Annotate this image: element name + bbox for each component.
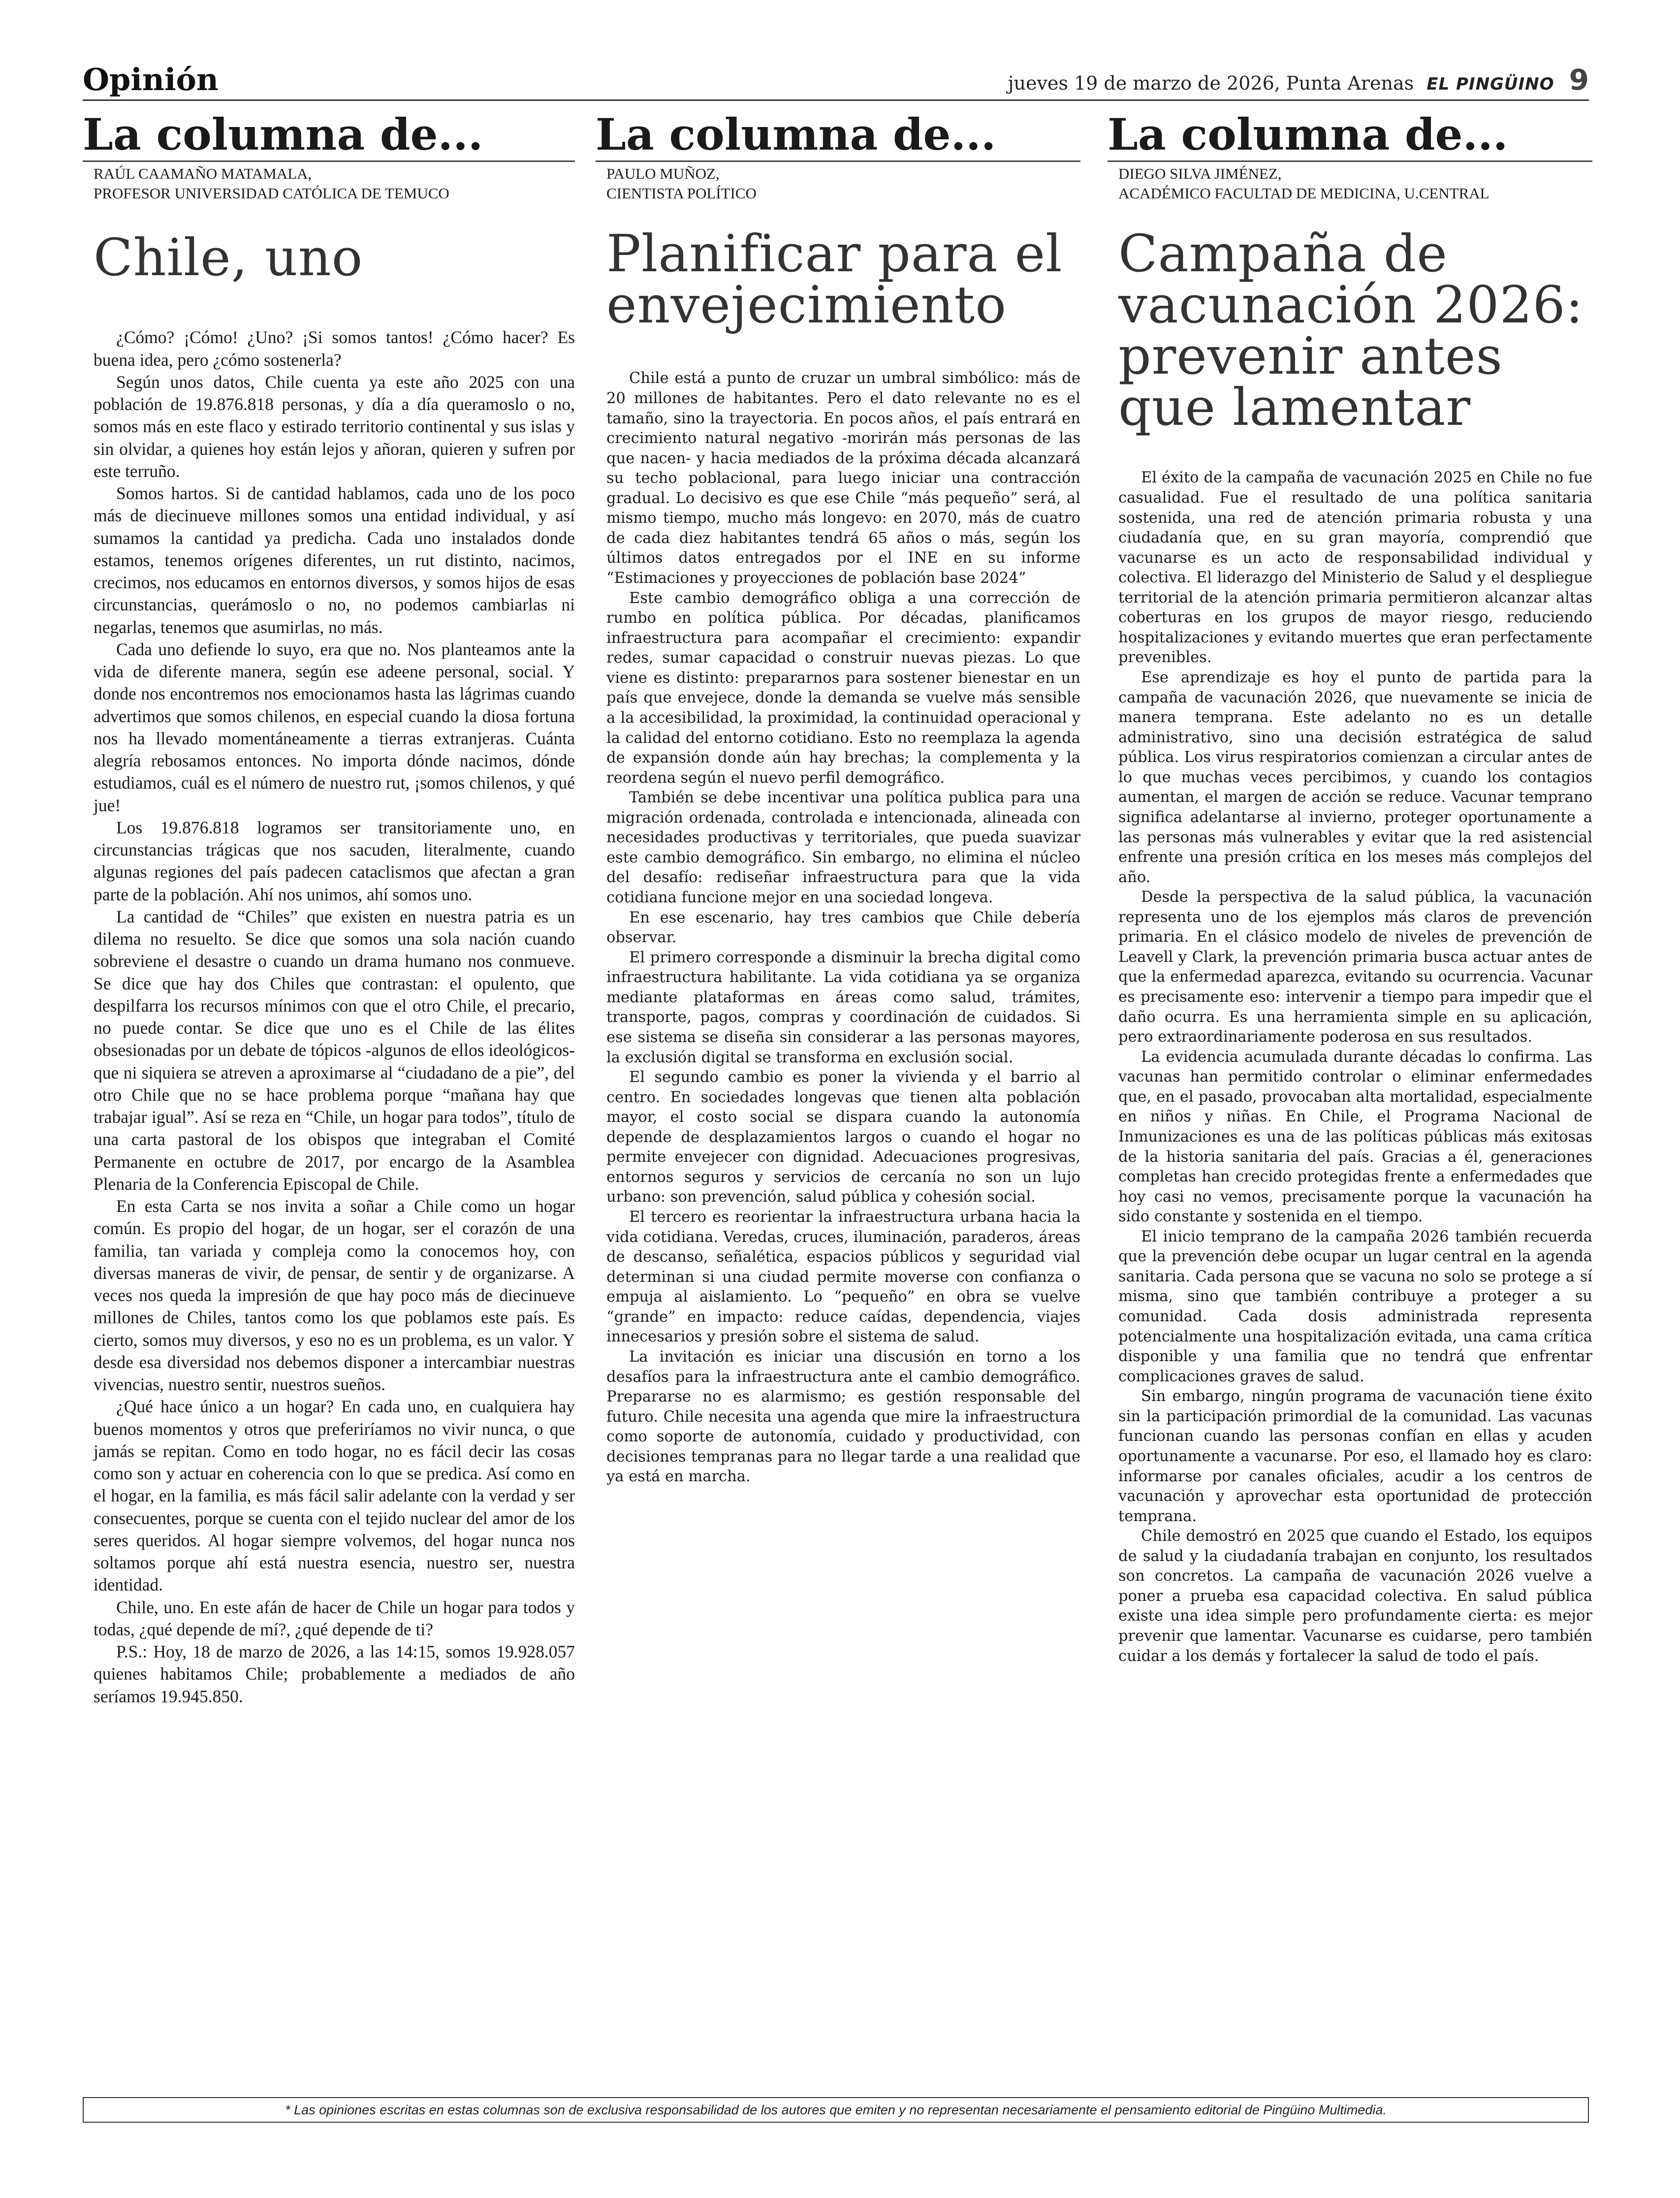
author-byline [83, 164, 575, 204]
paragraph: ¿Cómo? ¡Cómo! ¿Uno? ¡Si somos tantos! ¿Cómo hacer? Es buena idea, pero ¿cómo sostenerla? [94, 327, 575, 370]
author-name: DIEGO SILVA JIMÉNEZ, [1118, 164, 1282, 182]
paragraph: El éxito de la campaña de vacunación 2025 en Chile no fue casualidad. Fue el resultado de una política sanitaria sostenida, una red de atención primaria robusta y una ciudadanía que, en su gran mayoría, comprendió que vacunarse es un acto de responsabilidad individual y colectiva. El liderazgo del Ministerio de Salud y el despliegue territorial de la atención primaria permitieron alcanzar altas coberturas en los grupos de mayor riesgo, reduciendo hospitalizaciones y evitando muertes que eran perfectamente prevenibles. [1118, 469, 1592, 667]
paragraph: Somos hartos. Si de cantidad hablamos, cada uno de los poco más de diecinueve millones somos una entidad individual, y así sumamos la cantidad ya predicha. Cada uno instalados donde estamos, tenemos orígenes diferentes, un rut distinto, nacimos, crecimos, nos educamos en entornos diversos, y somos hijos de esas circunstancias, querámoslo o no, no podemos cambiarlas ni negarlas, tenemos que asumirlas, no más. [94, 483, 575, 637]
paragraph: Según unos datos, Chile cuenta ya este año 2025 con una población de 19.876.818 personas, y día a día queramoslo o no, somos más en este flaco y estirado territorio continental y sus islas y sin olvidar, a quienes hoy están lejos y añoran, quieren y sufren por este terruño. [94, 372, 575, 481]
paragraph: En esta Carta se nos invita a soñar a Chile como un hogar común. Es propio del hogar, de un hogar, ser el corazón de una familia, tan variada y compleja como la conocemos hoy, con diversas maneras de vivir, de pensar, de sentir y de organizarse. A veces nos queda la impresión de que hay poco más de diecinueve millones de Chiles, tantos como los que poblamos este país. Es cierto, somos muy diversos, y eso no es un problema, es un valor. Y desde esa diversidad nos debemos disponer a intercambiar nuestras vivencias, nuestro sentir, nuestros sueños. [94, 1196, 575, 1395]
author-title: ACADÉMICO FACULTAD DE MEDICINA, U.CENTRAL [1118, 185, 1490, 202]
author-byline [1108, 164, 1592, 204]
dateline-block [1008, 63, 1589, 96]
column-caamano [83, 111, 575, 1708]
column-body [596, 369, 1080, 1487]
column-body [1108, 468, 1592, 1666]
column-body [83, 326, 575, 1708]
paragraph: En ese escenario, hay tres cambios que Chile debería observar. [606, 909, 1080, 947]
paragraph: P.S.: Hoy, 18 de marzo de 2026, a las 14:15, somos 19.928.057 quienes habitamos Chile; probablemente a mediados de año seríamos 19.945.850. [94, 1642, 575, 1706]
author-name: RAÚL CAAMAÑO MATAMALA, [94, 164, 312, 182]
column-headline: Chile, uno [94, 227, 363, 288]
column-kicker: La columna de... [83, 111, 575, 162]
column-kicker: La columna de... [1108, 111, 1592, 162]
paragraph: La cantidad de “Chiles” que existen en nuestra patria es un dilema no resuelto. Se dice que somos una sola nación cuando sobreviene el desastre o cuando un drama humano nos conmueve. Se dice que hay dos Chiles que contrastan: el opulento, que despilfarra los recursos mínimos con que el otro Chile, el precario, no puede contar. Se dice que uno es el Chile de las élites obsesionadas por un debate de tópicos -algunos de ellos ideológicos- que ni siquiera se atreven a aproximarse al “ciudadano de a pie”, del otro Chile que no se hace problema porque “mañana hay que trabajar igual”. Así se reza en “Chile, un hogar para todos”, título de una carta pastoral de los obispos que integraban el Comité Permanente en octubre de 2017, por encargo de la Asamblea Plenaria de la Conferencia Episcopal de Chile. [94, 906, 575, 1194]
paragraph: Sin embargo, ningún programa de vacunación tiene éxito sin la participación primordial de la comunidad. Las vacunas funcionan cuando las personas confían en ellas y acuden oportunamente a vacunarse. Por eso, el llamado hoy es claro: informarse por canales oficiales, acudir a los centros de vacunación y aprovechar esta oportunidad de protección temprana. [1118, 1388, 1592, 1525]
newspaper-brand: EL PINGÜINO [1426, 74, 1554, 94]
column-silva [1108, 111, 1592, 1666]
paragraph: Ese aprendizaje es hoy el punto de partida para la campaña de vacunación 2026, que nuevamente se inicia de manera temprana. Este adelanto no es un detalle administrativo, sino una decisión estratégica de salud pública. Los virus respiratorios comienzan a circular antes de lo que muchas veces percibimos, y cuando los contagios aumentan, el margen de acción se reduce. Vacunar temprano significa adelantarse al invierno, proteger oportunamente a las personas más vulnerables y evitar que la red asistencial enfrente una presión crítica en los meses más complejos del año. [1118, 669, 1592, 886]
column-kicker: La columna de... [596, 111, 1080, 162]
paragraph: El segundo cambio es poner la vivienda y el barrio al centro. En sociedades longevas que tienen alta población mayor, el costo social se dispara cuando la autonomía depende de desplazamientos largos o cuando el hogar no permite envejecer con dignidad. Adecuaciones progresivas, entornos seguros y servicios de cercanía no son un lujo urbano: son prevención, salud pública y cohesión social. [606, 1069, 1080, 1206]
column-munoz [596, 111, 1080, 1487]
paragraph: La invitación es iniciar una discusión en torno a los desafíos para la infraestructura ante el cambio demográfico. Prepararse no es alarmismo; es gestión responsable del futuro. Chile necesita una agenda que mire la infraestructura como soporte de autonomía, cuidado y productividad, con decisiones tempranas para no llegar tarde a una realidad que ya está en marcha. [606, 1348, 1080, 1486]
page-header [83, 59, 1589, 101]
paragraph: También se debe incentivar una política publica para una migración ordenada, controlada e intencionada, alineada con necesidades productivas y territoriales, que pueda suavizar este cambio demográfico. Sin embargo, no elimina el núcleo del desafío: rediseñar infraestructura para que la vida cotidiana funcione mejor en una sociedad longeva. [606, 789, 1080, 907]
dateline: jueves 19 de marzo de 2026, Punta Arenas [1008, 72, 1414, 94]
paragraph: Los 19.876.818 logramos ser transitoriamente uno, en circunstancias trágicas que nos sacuden, literalmente, cuando algunas regiones del país padecen cataclismos que afectan a gran parte de la población. Ahí nos unimos, ahí somos uno. [94, 817, 575, 904]
paragraph: Este cambio demográfico obliga a una corrección de rumbo en política pública. Por décadas, planificamos infraestructura para acompañar el crecimiento: expandir redes, sumar capacidad o construir nuevas piezas. Lo que viene es distinto: prepararnos para sostener bienestar en un país que envejece, donde la demanda se vuelve más sensible a la accesibilidad, la proximidad, la continuidad operacional y la calidad del entorno cotidiano. Esto no reemplaza la agenda de expansión donde aún hay brechas; la complementa y la reordena según el nuevo perfil demográfico. [606, 589, 1080, 787]
column-headline: Planificar para el envejecimiento [606, 223, 1063, 335]
paragraph: Chile está a punto de cruzar un umbral simbólico: más de 20 millones de habitantes. Pero el dato relevante no es el tamaño, sino la trayectoria. En pocos años, el país entrará en crecimiento natural negativo -morirán más personas de las que nacen- y hacia mediados de la próxima década alcanzará su techo poblacional, para luego iniciar una contracción gradual. Lo decisivo es que ese Chile “más pequeño” será, al mismo tiempo, mucho más longevo: en 2070, más de cuatro de cada diez habitantes tendrá 65 años o más, según los últimos datos entregados por el INE en su informe “Estimaciones y proyecciones de población base 2024” [606, 370, 1080, 587]
paragraph: Cada uno defiende lo suyo, era que no. Nos planteamos ante la vida de diferente manera, según ese adeene personal, social. Y donde nos encontremos nos emocionamos hasta las lágrimas cuando advertimos que somos chilenos, en especial cuando la diosa fortuna nos ha llevado momentáneamente a tierras extranjeras. Cuánta alegría rebosamos entonces. No importa dónde nacimos, dónde estudiamos, cuál es el número de nuestro rut, ¡somos chilenos, y qué jue! [94, 639, 575, 815]
author-byline [596, 164, 1080, 204]
paragraph: Desde la perspectiva de la salud pública, la vacunación representa uno de los ejemplos más claros de prevención primaria. En el clásico modelo de niveles de prevención de Leavell y Clark, la prevención primaria busca actuar antes de que la enfermedad aparezca, evitando su ocurrencia. Vacunar es precisamente eso: intervenir a tiempo para impedir que el daño ocurra. Es una herramienta simple en su aplicación, pero extraordinariamente poderosa en sus resultados. [1118, 889, 1592, 1046]
paragraph: El primero corresponde a disminuir la brecha digital como infraestructura habilitante. La vida cotidiana ya se organiza mediante plataformas en áreas como salud, trámites, transporte, pagos, compras y coordinación de cuidados. Si ese sistema se diseña sin considerar a las personas mayores, la exclusión digital se transforma en exclusión social. [606, 949, 1080, 1066]
page-number: 9 [1569, 63, 1589, 96]
author-title: PROFESOR UNIVERSIDAD CATÓLICA DE TEMUCO [94, 185, 449, 202]
paragraph: La evidencia acumulada durante décadas lo confirma. Las vacunas han permitido controlar o eliminar enfermedades que, en el pasado, provocaban alta mortalidad, especialmente en niños y niñas. En Chile, el Programa Nacional de Inmunizaciones es una de las políticas públicas más exitosas de la historia sanitaria del país. Gracias a él, generaciones completas han crecido protegidas frente a enfermedades que hoy casi no vemos, precisamente porque la vacunación ha sido constante y sostenida en el tiempo. [1118, 1048, 1592, 1226]
paragraph: El tercero es reorientar la infraestructura urbana hacia la vida cotidiana. Veredas, cruces, iluminación, paraderos, áreas de descanso, señalética, espacios públicos y seguridad vial determinan si una ciudad permite moverse con confianza o empuja al aislamiento. Lo “pequeño” en obra se vuelve “grande” en impacto: reduce caídas, dependencia, viajes innecesarios y presión sobre el sistema de salud. [606, 1209, 1080, 1346]
author-title: CIENTISTA POLÍTICO [606, 185, 757, 202]
footer-disclaimer: * Las opiniones escritas en estas columnas son de exclusiva responsabilidad de los autores que emiten y no representan necesariamente el pensamiento editorial de Pingüino Multimedia. [83, 2097, 1589, 2123]
paragraph: Chile demostró en 2025 que cuando el Estado, los equipos de salud y la ciudadanía trabajan en conjunto, los resultados son concretos. La campaña de vacunación 2026 vuelve a poner a prueba esa capacidad colectiva. En salud pública existe una idea simple pero profundamente cierta: es mejor prevenir que lamentar. Vacunarse es cuidarse, pero también cuidar a los demás y fortalecer la salud de todo el país. [1118, 1528, 1592, 1665]
author-name: PAULO MUÑOZ, [606, 164, 720, 182]
paragraph: Chile, uno. En este afán de hacer de Chile un hogar para todos y todas, ¿qué depende de mí?, ¿qué depende de ti? [94, 1597, 575, 1639]
column-headline: Campaña de vacunación 2026: prevenir antes que lamentar [1118, 223, 1584, 438]
paragraph: El inicio temprano de la campaña 2026 también recuerda que la prevención debe ocupar un lugar central en la agenda sanitaria. Cada persona que se vacuna no solo se protege a sí misma, sino que también contribuye a proteger a su comunidad. Cada dosis administrada representa potencialmente una hospitalización evitada, una cama crítica disponible y una familia que no tendrá que enfrentar complicaciones graves de salud. [1118, 1228, 1592, 1385]
section-title: Opinión [83, 62, 219, 97]
paragraph: ¿Qué hace único a un hogar? En cada uno, en cualquiera hay buenos momentos y otros que preferiríamos no vivir nunca, o que jamás se repitan. Como en todo hogar, no es fácil decir las cosas como son y actuar en coherencia con lo que se predica. Así como en el hogar, en la familia, es más fácil salir adelante con la verdad y ser consecuentes, porque se cuenta con el tejido nuclear del amor de los seres queridos. Al hogar siempre volvemos, del hogar nunca nos soltamos porque ahí está nuestra esencia, nuestro ser, nuestra identidad. [94, 1397, 575, 1595]
